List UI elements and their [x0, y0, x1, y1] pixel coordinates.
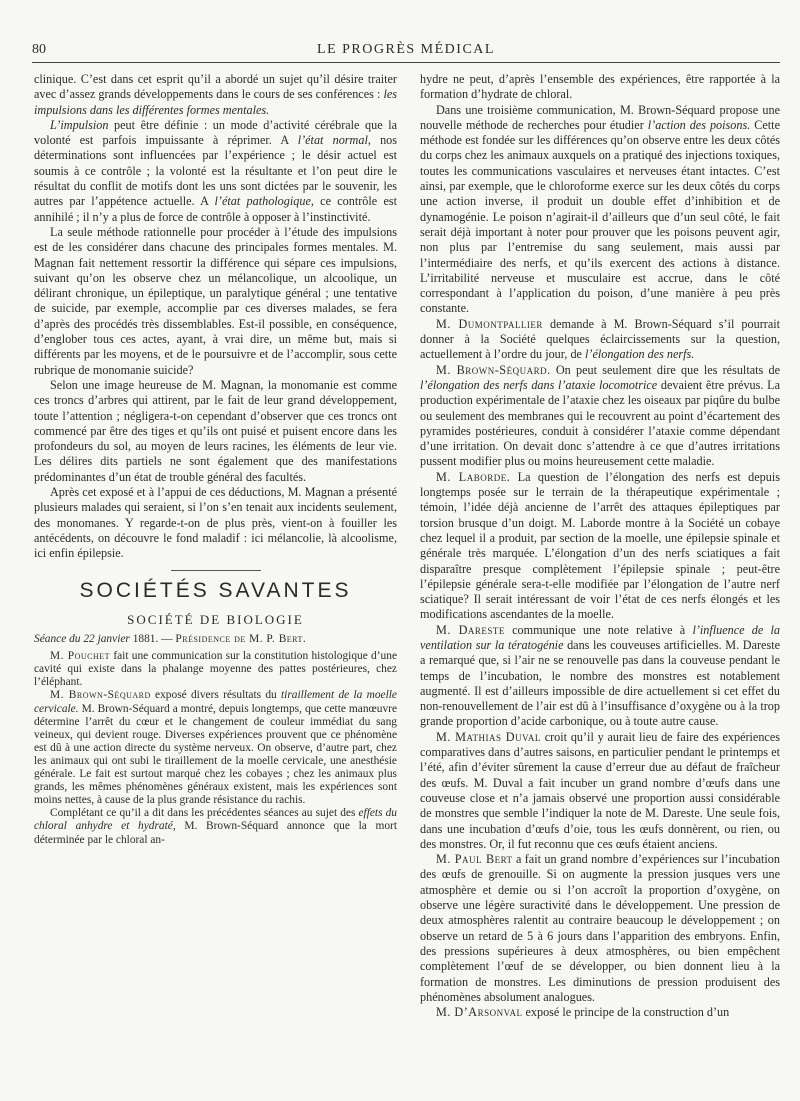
left-column [34, 72, 397, 847]
society-title: SOCIÉTÉ DE BIOLOGIE [127, 611, 304, 627]
section-title: SOCIÉTÉS SAVANTES [79, 578, 352, 602]
paragraph: Selon une image heureuse de M. Magnan, la monomanie est comme ces troncs d’arbres qui attirent, par le fait de leur grand développement, toute l’attention ; négligera-t-on cependant d’observer que ces troncs ont commencé par être des tiges et qu’ils ont puisé et puisent encore dans les profondeurs du sol, au moyen de leurs racines, les éléments de leur vie. Les délires dits partiels ne sont également que des manifestations prédominantes d’un état de trouble général des facultés. [34, 377, 397, 484]
paragraph: Après cet exposé et à l’appui de ces déductions, M. Magnan a présenté plusieurs malades qui seraient, si l’on s’en tenait aux incidents seulement, des monomanes. Y regarde-t-on de plus près, vient-on à fouiller les antécédents, on découvre le fond maladif : ici mélancolie, là alcoolisme, ici enfin épilepsie. [34, 485, 397, 561]
paragraph: M. Laborde. La question de l’élongation des nerfs est depuis longtemps posée sur le terrain de la thérapeutique expérimentale ; témoin, l’idée déjà ancienne de l’arrêt des attaques épileptiques par torsion brusque d’un doigt. M. Laborde montre à la Société un cobaye chez lequel il a produit, par section de la moelle, une épilepsie spinale et générale très marquée. L’élongation d’un des nerfs sciatiques a fait disparaître presque complètement l’épilepsie spinale ; peut-être l’épilepsie générale sera-t-elle modifiée par l’élongation de l’autre nerf sciatique? Il serait intéressant de voir l’état de ces nerfs élongés et les modifications ascendantes de la moelle. [420, 469, 780, 622]
separator-rule [171, 570, 261, 571]
journal-title: LE PROGRÈS MÉDICAL [317, 42, 495, 57]
paragraph: M. Dumontpallier demande à M. Brown-Séquard s’il pourrait donner à la Société quelques éclaircissements sur la question, actuellement à l’ordre du jour, de l’élongation des nerfs. [420, 316, 781, 362]
paragraph: clinique. C’est dans cet esprit qu’il a abordé un sujet qu’il désire traiter avec d’assez grands développements dans le cours de ses conférences : les impulsions dans les différentes formes mentales. [34, 72, 397, 117]
session-line: Séance du 22 janvier 1881. — Présidence de M. P. Bert. [34, 633, 307, 646]
right-column [420, 72, 780, 1020]
paragraph: M. Brown-Séquard exposé divers résultats du tiraillement de la moelle cervicale. M. Brown-Séquard a montré, depuis longtemps, que cette manœuvre détermine l’arrêt du cœur et le changement de couleur immédiat du sang veineux, qui devient rouge. Diverses expériences prouvent que ce phénomène est dû à une action directe du système nerveux. On observe, d’autre part, chez les animaux qui ont subi le tiraillement de la moelle cervicale, une anesthésie générale. Le fait est surtout marqué chez les cobayes ; chez les animaux plus grands, les mêmes phénomènes généraux existent, mais les expériences sont moins nettes, à cause de la plus grande résistance du rachis. [34, 689, 397, 807]
paragraph: L’impulsion peut être définie : un mode d’activité cérébrale que la volonté est parfois impuissante à réprimer. A l’état normal, nos déterminations sont influencées par l’expérience ; le désir actuel est soumis à ce contrôle ; la volonté est la résultante et l’on peut dire le résultat du conflit de motifs dont les uns sont dictées par le souvenir, les autres par l’appétence actuelle. A l’état pathologique, ce contrôle est annihilé ; il n’y a plus de force de contrôle à opposer à l’instinctivité. [34, 117, 397, 224]
paragraph: M. D’Arsonval exposé le principe de la construction d’un [436, 1005, 730, 1020]
paragraph: hydre ne peut, d’après l’ensemble des expériences, être rapportée à la formation d’hydrate de chloral. [420, 72, 780, 102]
paragraph: Complétant ce qu’il a dit dans les précédentes séances au sujet des effets du chloral anhydre et hydraté, M. Brown-Séquard annonce que la mort déterminée par le chloral an- [34, 807, 398, 846]
paragraph: M. Mathias Duval croit qu’il y aurait lieu de faire des expériences comparatives dans d’autres saisons, en particulier pendant le printemps et l’été, afin d’éviter sûrement la cause d’erreur due au défaut de fraîcheur des œufs. M. Duval a fait incuber un grand nombre d’œufs dans une couveuse close et n’a jamais observé une proportion aussi considérable de monstres que semble l’indiquer la note de M. Dareste. Une seule fois, dans une incubation d’œufs d’oie, tous les œufs donnèrent, ou rien, ou des monstres. Or, il fut reconnu que ces œufs étaient anciens. [420, 729, 780, 851]
paragraph: M. Dareste communique une note relative à l’influence de la ventilation sur la tératogénie dans les couveuses artificielles. M. Dareste a remarqué que, si l’air ne se renouvelle pas dans la couveuse pendant le temps de l’incubation, le nombre des monstres est notablement augmenté. Il est d’ailleurs impossible de dire actuellement si cet effet du non-renouvellement de l’air est dû à l’insuffisance d’oxygène ou à la trop grande proportion d’acide carbonique, ou à toute autre cause. [420, 622, 780, 729]
paragraph: M. Brown-Séquard. On peut seulement dire que les résultats de l’élongation des nerfs dans l’ataxie locomotrice devaient être prévus. La production expérimentale de l’ataxie chez les oiseaux par piqûre du bulbe ou seulement des membranes qui le recouvrent au point d’écartement des pyramides postérieures, conduit à considérer l’ataxie comme dépendant d’une irritation. On devait donc s’attendre à ce que d’autres irritations pussent modifier plus ou moins heureusement cette maladie. [420, 362, 780, 469]
page-header [32, 40, 780, 63]
paragraph: M. Pouchet fait une communication sur la constitution histologique d’une cavité qui existe dans la phalange moyenne des pattes postérieures, chez l’éléphant. [34, 650, 397, 689]
paragraph: M. Paul Bert a fait un grand nombre d’expériences sur l’incubation des œufs de grenouille. Si on augmente la pression jusques vers une atmosphère et demie ou si l’on accroît la proportion d’oxygène, on observe une légère suractivité dans le développement. Une pression de deux atmosphères ralentit au contraire beaucoup le développement ; on observe un retard de 5 à 6 jours dans l’apparition des embryons. Enfin, des pressions supérieures à deux atmosphères, ou bien empêchent complètement l’œuf de se développer, ou bien donnent lieu à la formation de monstres. Les diminutions de pression produisent des phénomènes absolument analogues. [420, 852, 780, 1004]
paragraph: Dans une troisième communication, M. Brown-Séquard propose une nouvelle méthode de recherches pour étudier l’action des poisons. Cette méthode est fondée sur les différences qu’on observe entre les deux côtés du corps chez les animaux auxquels on a pratiqué des injections toxiques, toutes les communications vasculaires et nerveuses étant intactes. C’est ainsi, par exemple, que le chloroforme exerce sur les deux côtés du corps une action inverse, il produit un double effet d’inhibition et de dynamogénie. Le poison n’agirait-il d’ailleurs que d’un seul côté, le fait serait déjà important à noter pour prouver que les poisons peuvent agir, non plus par l’entremise du sang seulement, mais aussi par l’intermédiaire des nerfs, et qu’ils exercent des actions à distance. L’irritabilité nerveuse et musculaire est accrue, dans le côté correspondant à l’application du poison, d’une manière à peu près constante. [420, 102, 780, 316]
page-number: 80 [32, 42, 46, 57]
paragraph: La seule méthode rationnelle pour procéder à l’étude des impulsions est de les considérer dans chacune des principales formes mentales. M. Magnan fait nettement ressortir la différence qui sépare ces impulsions, suivant qu’on les observe chez un mélancolique, un alcoolique, un délirant chronique, un épileptique, un paralytique général ; une tentative de suicide, par exemple, accomplie par ces diverses malades, se fera d’après des procédés très dissemblables. Est-il possible, en conséquence, d’englober tous ces actes, ayant, à vrai dire, un même but, mais si différents par les moyens, et de le poursuivre et de l’accomplir, sous cette rubrique de monomanie suicide? [34, 224, 397, 377]
